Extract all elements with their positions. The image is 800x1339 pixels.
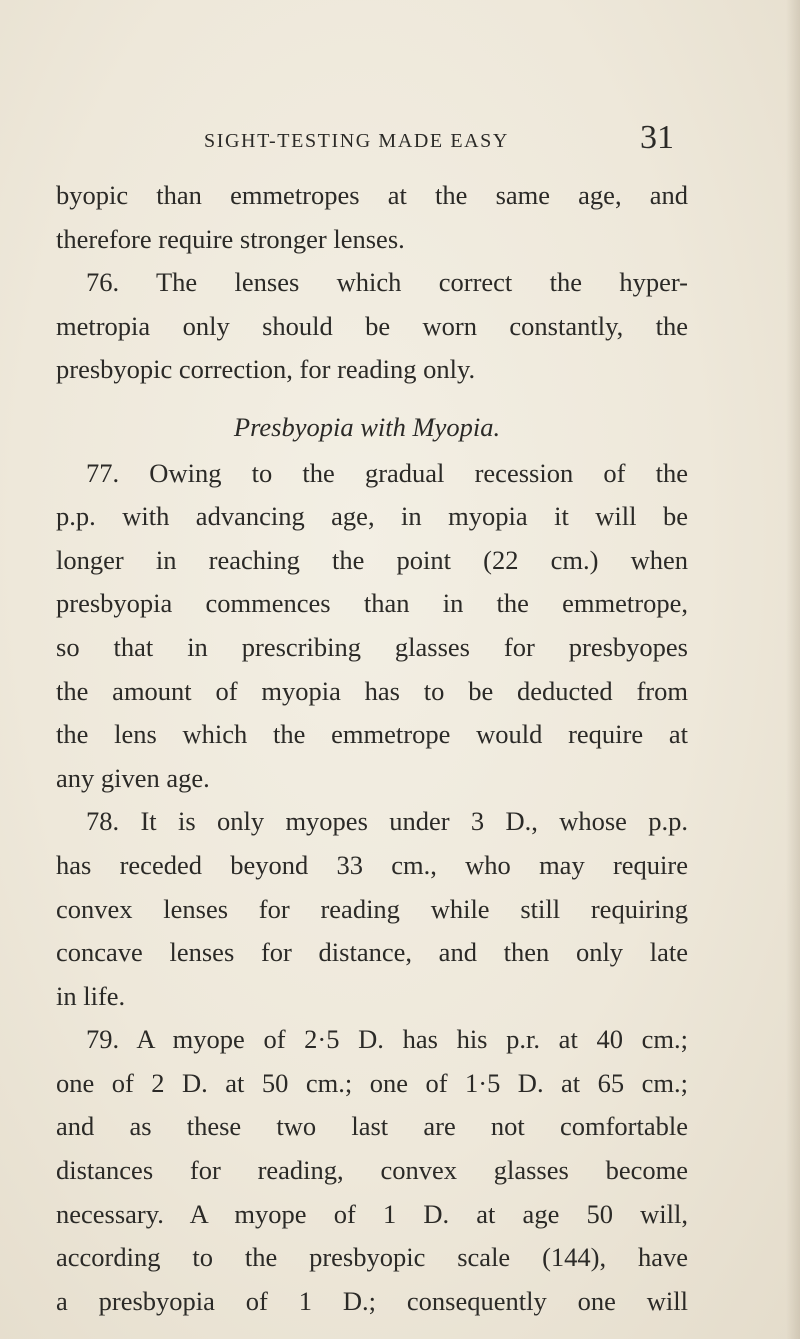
paragraph-79-start: 79. A myope of 2·5 D. has his p.r. at 40 cm.; (86, 1024, 688, 1055)
text-line: longer in reaching the point (22 cm.) when (56, 544, 688, 575)
text-line: presbyopia commences than in the emmetrope, (56, 588, 688, 619)
paragraph-77-start: 77. Owing to the gradual recession of the (86, 457, 688, 488)
text-line: any given age. (56, 762, 210, 793)
text-line: distances for reading, convex glasses become (56, 1155, 688, 1186)
text-line: metropia only should be worn constantly, the (56, 310, 688, 341)
page-edge-shadow (786, 0, 800, 1339)
text-line: a presbyopia of 1 D.; consequently one will (56, 1285, 688, 1316)
text-line: one of 2 D. at 50 cm.; one of 1·5 D. at 65 cm.; (56, 1067, 688, 1098)
text-line: and as these two last are not comfortable (56, 1111, 688, 1142)
text-line: byopic than emmetropes at the same age, and (56, 180, 688, 210)
text-line: so that in prescribing glasses for presbyopes (56, 631, 688, 662)
text-line: p.p. with advancing age, in myopia it will be (56, 501, 688, 532)
text-line: has receded beyond 33 cm., who may require (56, 849, 688, 880)
text-line: concave lenses for distance, and then only late (56, 937, 688, 968)
running-head (0, 119, 800, 160)
text-line: necessary. A myope of 1 D. at age 50 will, (56, 1198, 688, 1229)
text-line: the lens which the emmetrope would require at (56, 719, 688, 750)
running-head-title: SIGHT-TESTING MADE EASY (204, 130, 509, 152)
text-line: therefore require stronger lenses. (56, 223, 405, 254)
text-line: according to the presbyopic scale (144), have (56, 1242, 688, 1273)
text-line: in life. (56, 980, 126, 1011)
paragraph-76-start: 76. The lenses which correct the hyper- (86, 267, 688, 298)
section-heading: Presbyopia with Myopia. (233, 411, 501, 442)
text-line: the amount of myopia has to be deducted from (56, 675, 688, 706)
text-line: presbyopic correction, for reading only. (56, 354, 476, 385)
text-line: convex lenses for reading while still requiring (56, 893, 688, 924)
paragraph-78-start: 78. It is only myopes under 3 D., whose p.p. (86, 806, 688, 837)
page-body (56, 174, 688, 1323)
page-number: 31 (640, 119, 674, 156)
